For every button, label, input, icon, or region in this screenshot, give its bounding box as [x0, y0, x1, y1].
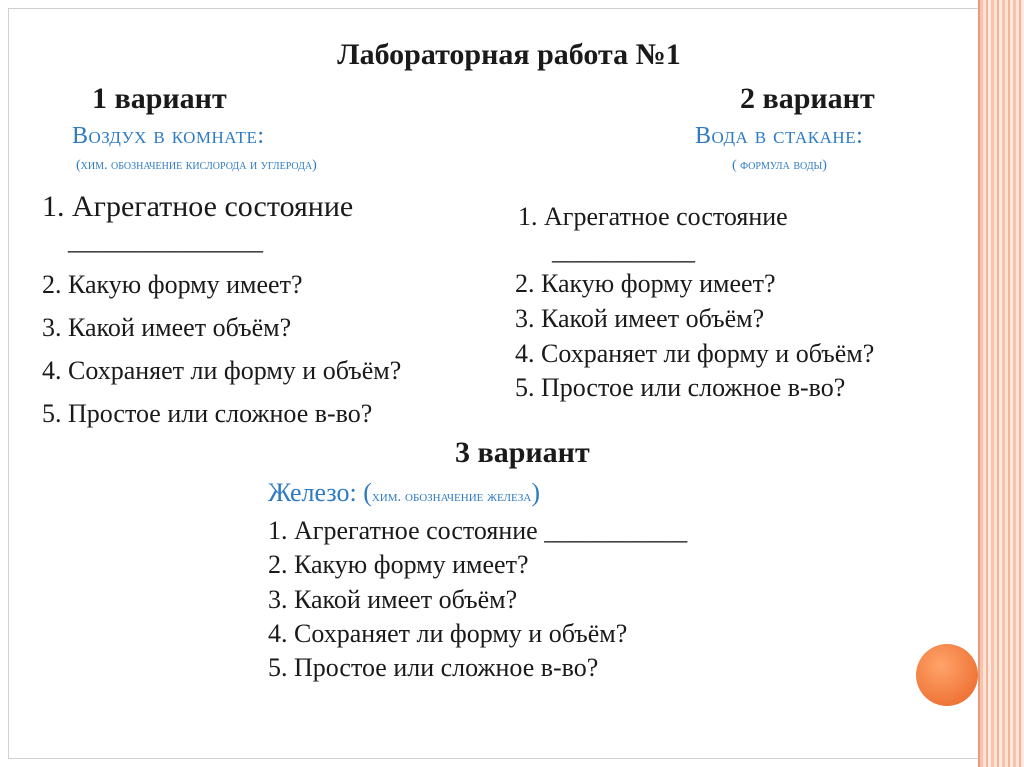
- variant3-heading: 3 вариант: [455, 436, 590, 469]
- orange-circle-decoration: [916, 644, 978, 706]
- variant1-item-3: 3. Какой имеет объём?: [42, 313, 292, 342]
- variant3-item-1: 1. Агрегатное состояние ___________: [268, 516, 688, 545]
- variant3-subject-main: Железо: (: [268, 478, 372, 507]
- variant2-item-4: 4. Сохраняет ли форму и объём?: [515, 339, 875, 368]
- variant3-subject: [268, 478, 540, 508]
- variant2-answer-line: ___________: [552, 236, 695, 265]
- variant2-item-3: 3. Какой имеет объём?: [515, 304, 765, 333]
- variant3-item-2: 2. Какую форму имеет?: [268, 550, 529, 579]
- variant1-item-2: 2. Какую форму имеет?: [42, 270, 303, 299]
- variant3-item-4: 4. Сохраняет ли форму и объём?: [268, 619, 628, 648]
- variant2-item-1: 1. Агрегатное состояние: [518, 202, 788, 231]
- side-stripe-decoration: [980, 0, 1024, 767]
- variant3-subject-note: хим. обозначение железа: [371, 489, 532, 505]
- variant1-note: (хим. обозначение кислорода и углерода): [76, 158, 317, 173]
- variant1-subject: Воздух в комнате:: [72, 123, 265, 149]
- variant3-item-5: 5. Простое или сложное в-во?: [268, 653, 599, 682]
- variant1-item-1: 1. Агрегатное состояние: [42, 190, 354, 223]
- variant3-subject-close: ): [531, 478, 540, 507]
- variant3-item-3: 3. Какой имеет объём?: [268, 585, 518, 614]
- variant2-subject: Вода в стакане:: [695, 123, 864, 149]
- variant2-item-2: 2. Какую форму имеет?: [515, 269, 776, 298]
- variant1-heading: 1 вариант: [92, 82, 227, 115]
- variant1-item-4: 4. Сохраняет ли форму и объём?: [42, 356, 402, 385]
- variant2-heading: 2 вариант: [740, 82, 875, 115]
- variant1-item-5: 5. Простое или сложное в-во?: [42, 399, 373, 428]
- variant2-item-5: 5. Простое или сложное в-во?: [515, 373, 846, 402]
- variant1-answer-line: _______________: [68, 226, 263, 255]
- variant2-note: ( формула воды): [732, 158, 827, 173]
- page-title: Лабораторная работа №1: [337, 38, 681, 71]
